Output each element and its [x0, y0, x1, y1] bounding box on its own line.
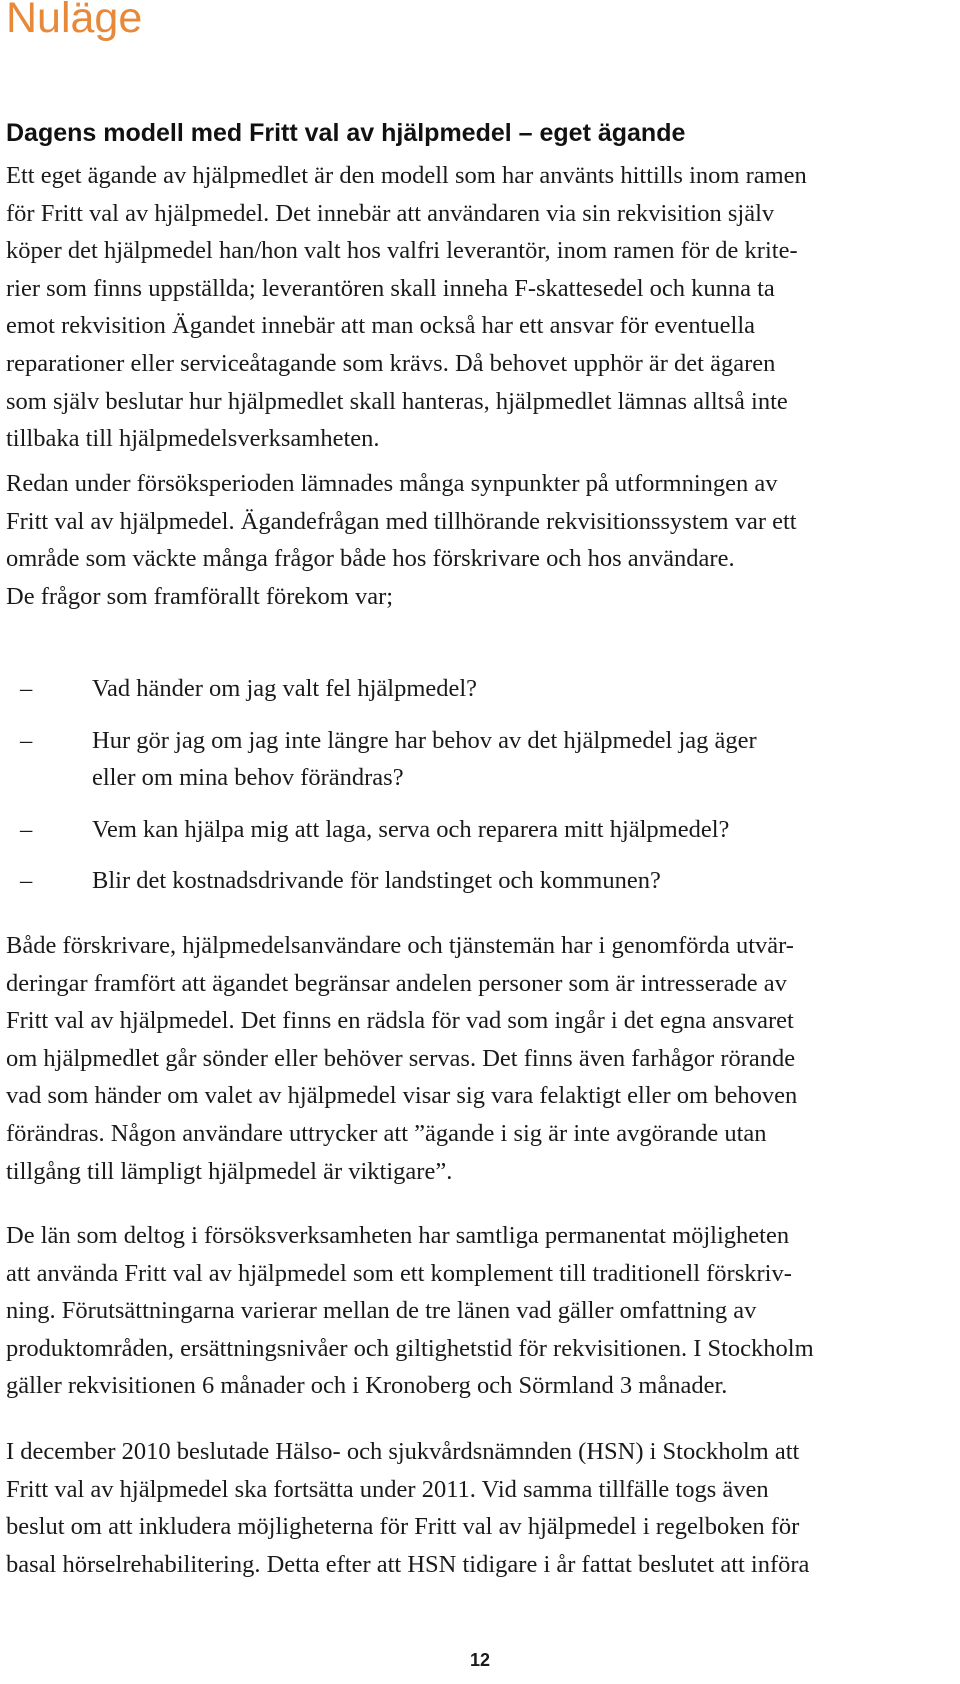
text-line: för Fritt val av hjälpmedel. Det innebär att användaren via sin rekvisition själv: [6, 199, 775, 227]
text-line: ning. Förutsättningarna varierar mellan de tre länen vad gäller omfattning av: [6, 1297, 757, 1325]
paragraph-trial-period: [6, 465, 958, 615]
dash-marker: –: [20, 867, 33, 895]
text-line: reparationer eller serviceåtagande som krävs. Då behovet upphör är det ägaren: [6, 349, 776, 377]
text-line: att använda Fritt val av hjälpmedel som ett komplement till traditionell förskriv-: [6, 1259, 792, 1287]
text-line: emot rekvisition Ägandet innebär att man också har ett ansvar för eventuella: [6, 312, 756, 340]
text-line: om hjälpmedlet går sönder eller behöver servas. Det finns även farhågor rörande: [6, 1044, 796, 1072]
text-line: förändras. Någon användare uttrycker att ”ägande i sig är inte avgörande utan: [6, 1119, 767, 1147]
page-title: Nuläge: [6, 0, 143, 42]
text-line: Fritt val av hjälpmedel. Det finns en rädsla för vad som ingår i det egna ansvaret: [6, 1007, 794, 1035]
list-item: [6, 862, 757, 900]
text-line: De län som deltog i försöksverksamheten har samtliga permanentat möjligheten: [6, 1222, 790, 1249]
text-line: Fritt val av hjälpmedel. Ägandefrågan med tillhörande rekvisitionssystem var ett: [6, 507, 797, 535]
text-line: basal hörselrehabilitering. Detta efter att HSN tidigare i år fattat beslutet att införa: [6, 1550, 810, 1578]
text-line: deringar framfört att ägandet begränsar andelen personer som är intresserade av: [6, 969, 787, 997]
text-line: eller om mina behov förändras?: [92, 764, 404, 792]
text-line: rier som finns uppställda; leverantören skall inneha F-skattesedel och kunna ta: [6, 274, 775, 302]
section-heading: Dagens modell med Fritt val av hjälpmedel – eget ägande: [6, 119, 686, 147]
paragraph-hsn-decision: [6, 1433, 958, 1583]
question-list: [6, 670, 757, 900]
text-line: Hur gör jag om jag inte längre har behov av det hjälpmedel jag äger: [92, 726, 757, 754]
text-line: Vem kan hjälpa mig att laga, serva och reparera mitt hjälpmedel?: [92, 815, 730, 843]
text-line: som själv beslutar hur hjälpmedlet skall hanteras, hjälpmedlet lämnas alltså inte: [6, 387, 788, 415]
text-line: tillbaka till hjälpmedelsverksamheten.: [6, 425, 380, 453]
text-line: Redan under försöksperioden lämnades många synpunkter på utformningen av: [6, 470, 778, 497]
text-line: De frågor som framförallt förekom var;: [6, 582, 394, 610]
dash-marker: –: [20, 726, 33, 754]
page-number: 12: [469, 1650, 491, 1670]
text-line: köper det hjälpmedel han/hon valt hos valfri leverantör, inom ramen för de krite-: [6, 237, 798, 265]
text-line: Ett eget ägande av hjälpmedlet är den modell som har använts hittills inom ramen: [6, 162, 807, 189]
text-line: Blir det kostnadsdrivande för landstinget och kommunen?: [92, 867, 661, 895]
text-line: Fritt val av hjälpmedel ska fortsätta under 2011. Vid samma tillfälle togs även: [6, 1475, 769, 1503]
text-line: beslut om att inkludera möjligheterna för Fritt val av hjälpmedel i regelboken för: [6, 1513, 800, 1541]
text-line: tillgång till lämpligt hjälpmedel är viktigare”.: [6, 1157, 453, 1185]
list-item: [6, 811, 757, 849]
text-line: produktområden, ersättningsnivåer och giltighetstid för rekvisitionen. I Stockholm: [6, 1334, 814, 1362]
paragraph-evaluations: [6, 927, 958, 1190]
dash-marker: –: [20, 675, 33, 702]
list-item: [6, 670, 757, 708]
paragraph-ownership-model: [6, 157, 958, 458]
list-item: [6, 722, 757, 797]
text-line: gäller rekvisitionen 6 månader och i Kronoberg och Sörmland 3 månader.: [6, 1372, 728, 1400]
text-line: I december 2010 beslutade Hälso- och sjukvårdsnämnden (HSN) i Stockholm att: [6, 1438, 800, 1465]
text-line: vad som händer om valet av hjälpmedel visar sig vara felaktigt eller om behoven: [6, 1082, 798, 1110]
text-line: område som väckte många frågor både hos förskrivare och hos användare.: [6, 545, 735, 573]
text-line: Både förskrivare, hjälpmedelsanvändare och tjänstemän har i genomförda utvär-: [6, 932, 794, 959]
paragraph-counties: [6, 1217, 958, 1405]
text-line: Vad händer om jag valt fel hjälpmedel?: [92, 675, 478, 702]
dash-marker: –: [20, 815, 33, 843]
